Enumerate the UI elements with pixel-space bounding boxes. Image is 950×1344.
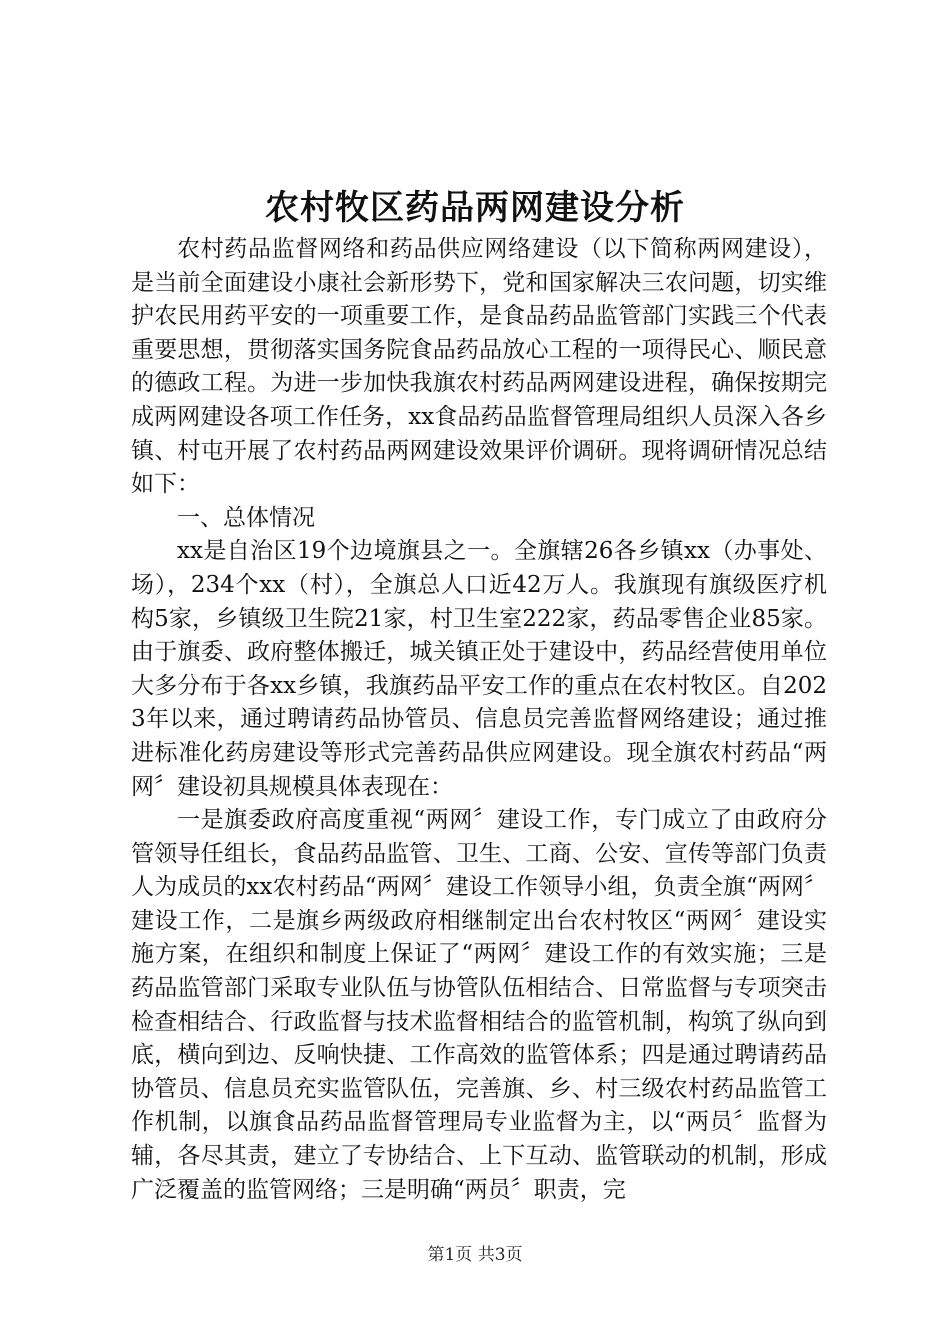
paragraph-measures: 一是旗委政府高度重视“两网〞建设工作，专门成立了由政府分管领导任组长，食品药品监管、卫生、工商、公安、宣传等部门负责人为成员的xx农村药品“两网〞建设工作领导小组，负责全旗“两网〞建设工作，二是旗乡两级政府相继制定出台农村牧区“两网〞建设实施方案，在组织和制度上保证了“两网〞建设工作的有效实施；三是药品监管部门采取专业队伍与协管队伍相结合、日常监督与专项突击检查相结合、行政监督与技术监督相结合的监管机制，构筑了纵向到底，横向到边、反响快捷、工作高效的监管体系；四是通过聘请药品协管员、信息员充实监管队伍，完善旗、乡、村三级农村药品监管工作机制，以旗食品药品监督管理局专业监督为主，以“两员〞监督为辅，各尽其责，建立了专协结合、上下互动、监管联动的机制，形成广泛覆盖的监管网络；三是明确“两员〞职责，完 bbox=[131, 807, 827, 1203]
paragraph-intro: 农村药品监督网络和药品供应网络建设（以下简称两网建设），是当前全面建设小康社会新形势下，党和国家解决三农问题，切实维护农民用药平安的一项重要工作，是食品药品监管部门实践三个代表重要思想，贯彻落实国务院食品药品放心工程的一项得民心、顺民意的德政工程。为进一步加快我旗农村药品两网建设进程，确保按期完成两网建设各项工作任务，xx食品药品监督管理局组织人员深入各乡镇、村屯开展了农村药品两网建设效果评价调研。现将调研情况总结如下： bbox=[131, 236, 827, 498]
document-title: 农村牧区药品两网建设分析 bbox=[265, 188, 685, 228]
paragraph-overview: xx是自治区19个边境旗县之一。全旗辖26各乡镇xx（办事处、场），234个xx（村），全旗总人口近42万人。我旗现有旗级医疗机构5家，乡镇级卫生院21家，村卫生室222家，药品零售企业85家。由于旗委、政府整体搬迁，城关镇正处于建设中，药品经营使用单位大多分布于各xx乡镇，我旗药品平安工作的重点在农村牧区。自2023年以来，通过聘请药品协管员、信息员完善监督网络建设；通过推进标准化药房建设等形式完善药品供应网建设。现全旗农村药品“两网〞建设初具规模具体表现在： bbox=[131, 538, 827, 800]
section-heading-overview: 一、总体情况 bbox=[177, 504, 315, 531]
page-footer: 第1页 共3页 bbox=[427, 1245, 523, 1265]
document-body bbox=[131, 233, 827, 1207]
